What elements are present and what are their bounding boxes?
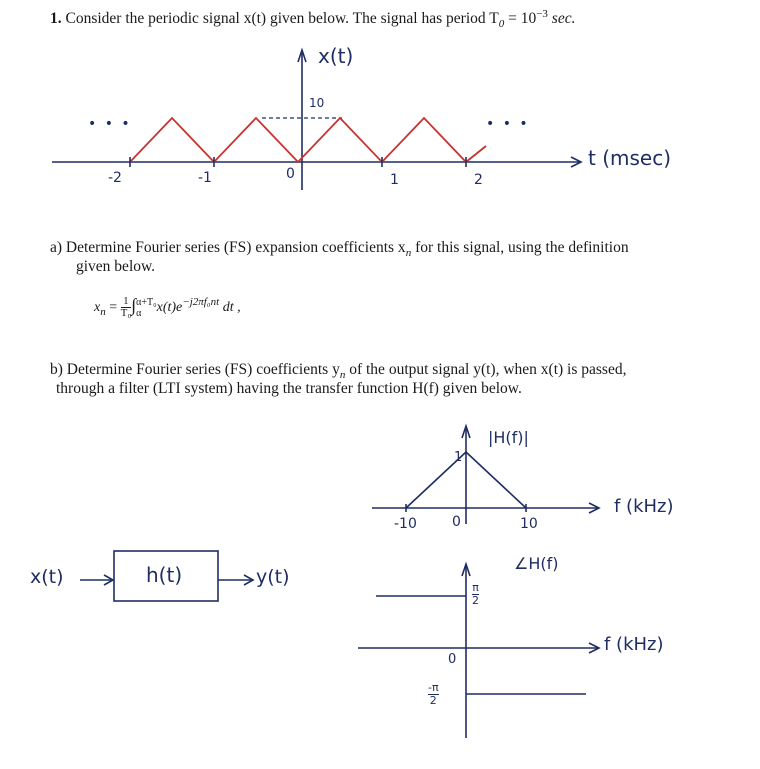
plot1-ylabel: x(t) [318, 44, 354, 68]
part-a-label: a) [50, 239, 63, 256]
part-b-line2: through a filter (LTI system) having the transfer function H(f) given below. [56, 380, 522, 397]
integral-lower: α [136, 307, 142, 319]
fs-formula [94, 296, 241, 319]
part-a-text-end: for this signal, using the definition [411, 239, 629, 256]
formula-eq: = [105, 300, 121, 315]
phase-neg-den: 2 [429, 694, 437, 707]
block-input-label: x(t) [30, 566, 64, 588]
phase-neg-label [428, 682, 439, 707]
phase-pos-num: π [472, 581, 479, 594]
part-a-text: Determine Fourier series (FS) expansion coefficients x [65, 239, 406, 256]
part-a-line1 [50, 238, 629, 259]
problem-number: 1. [50, 10, 62, 27]
integrand: x(t)e [156, 300, 183, 315]
part-a-subscript: n [405, 247, 412, 259]
differential: dt , [219, 300, 241, 315]
period-exponent: −3 [536, 8, 548, 20]
mag-peak-label: 1 [454, 450, 463, 465]
block-output-label: y(t) [256, 566, 290, 588]
mag-ylabel: |H(f)| [488, 428, 529, 447]
integrand-exponent: −j2πf₀nt [182, 296, 220, 308]
part-b-line1 [50, 360, 626, 381]
block-box-label: h(t) [146, 563, 183, 587]
frac-denominator: T₀ [120, 307, 132, 320]
formula-lhs-sub: n [100, 306, 106, 318]
phase-pos-label [472, 582, 479, 607]
phase-neg-num: -π [428, 681, 439, 694]
mag-xlabel: f (kHz) [614, 496, 674, 517]
formula-fraction [121, 296, 132, 319]
mag-tick-label-minus10: -10 [394, 516, 417, 532]
plot1-triangle-wave [130, 118, 486, 162]
integral-sign: ∫ [131, 295, 137, 315]
mag-tick-label-0: 0 [452, 514, 461, 530]
tick-label-0: 0 [286, 166, 295, 182]
tick-label-minus2: -2 [108, 170, 122, 186]
formula-lhs: x [94, 300, 101, 315]
phase-pos-den: 2 [472, 594, 479, 607]
part-b-text: Determine Fourier series (FS) coefficients y [66, 361, 340, 378]
phase-xlabel: f (kHz) [604, 634, 664, 655]
plot1-peak-label: 10 [309, 96, 325, 110]
plot1-xlabel: t (msec) [588, 146, 672, 170]
phase-zero-label: 0 [448, 652, 457, 667]
ellipsis-left: • • • [88, 116, 132, 132]
period-equals: = 10 [504, 10, 537, 27]
phase-ylabel: ∠H(f) [514, 554, 559, 573]
integral-upper: α+T₀ [136, 296, 157, 308]
ellipsis-right: • • • [486, 116, 530, 132]
frac-numerator: 1 [121, 296, 132, 308]
tick-label-minus1: -1 [198, 170, 212, 186]
part-b-label: b) [50, 361, 63, 378]
tick-label-2: 2 [474, 172, 483, 188]
part-b-subscript: n [339, 369, 346, 381]
period-subscript: 0 [498, 18, 505, 30]
mag-tick-label-10: 10 [520, 516, 538, 532]
part-a-line2: given below. [76, 258, 156, 275]
problem-text: Consider the periodic signal x(t) given below. The signal has period T [65, 10, 499, 27]
period-unit: sec. [547, 10, 576, 27]
tick-label-1: 1 [390, 172, 399, 188]
part-b-text-end: of the output signal y(t), when x(t) is passed, [345, 361, 627, 378]
